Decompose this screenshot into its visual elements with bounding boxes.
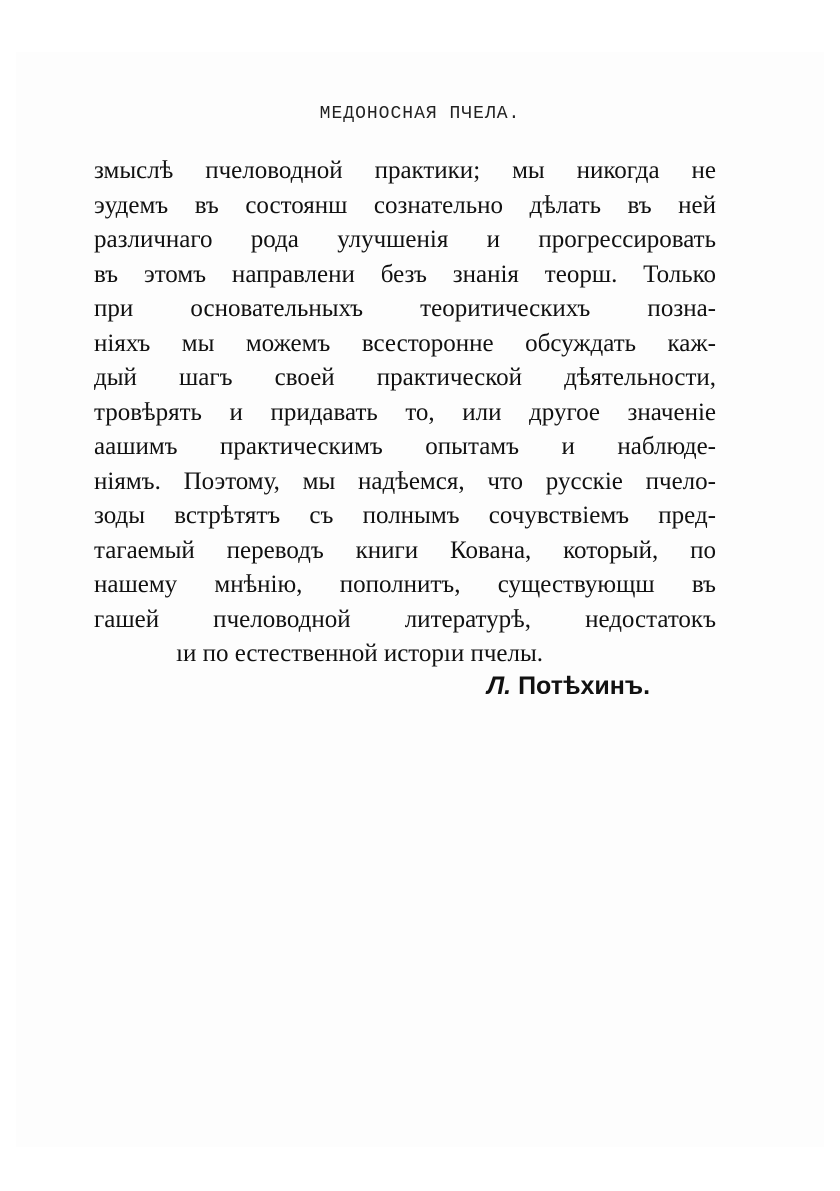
text-line: различнаго рода улучшенія и прогрессировать bbox=[94, 226, 716, 253]
author-signature bbox=[487, 672, 650, 701]
text-line: эудемъ въ состоянш сознательно дѣлать въ ней bbox=[94, 191, 716, 219]
running-title: МЕДОНОСНАЯ ПЧЕЛА. bbox=[319, 104, 521, 124]
text-line: аашимъ практическимъ опытамъ и наблюде- bbox=[94, 433, 716, 460]
text-line-last: ıи по естественной исторıи пчелы. bbox=[176, 640, 544, 667]
text-line: при основательныхъ теоритическихъ позна- bbox=[94, 295, 716, 322]
body-paragraph bbox=[94, 154, 716, 672]
text-line: змыслѣ пчеловодной практики; мы никогда не bbox=[94, 157, 716, 184]
text-line: зоды встрѣтятъ съ полнымъ сочувствіемъ пред- bbox=[94, 502, 716, 529]
signature-surname: Потѣхинъ. bbox=[518, 672, 651, 700]
text-line: въ этомъ направлени безъ знанія теорш. Только bbox=[94, 260, 716, 288]
text-line: нашему мнѣнію, пополнитъ, существующш въ bbox=[94, 571, 716, 598]
text-line: ніяхъ мы можемъ всесторонне обсуждать каж- bbox=[94, 329, 716, 357]
text-line: тровѣрять и придавать то, или другое значеніе bbox=[94, 398, 716, 426]
text-line: тагаемый переводъ книги Кована, который, по bbox=[94, 536, 716, 564]
text-line: дый шагъ своей практической дѣятельности, bbox=[94, 364, 716, 391]
text-line: ніямъ. Поэтому, мы надѣемся, что русскіе пчело- bbox=[94, 467, 716, 495]
signature-initial: Л. bbox=[487, 672, 512, 700]
text-line: гашей пчеловодной литературѣ, недостатокъ bbox=[94, 605, 716, 633]
